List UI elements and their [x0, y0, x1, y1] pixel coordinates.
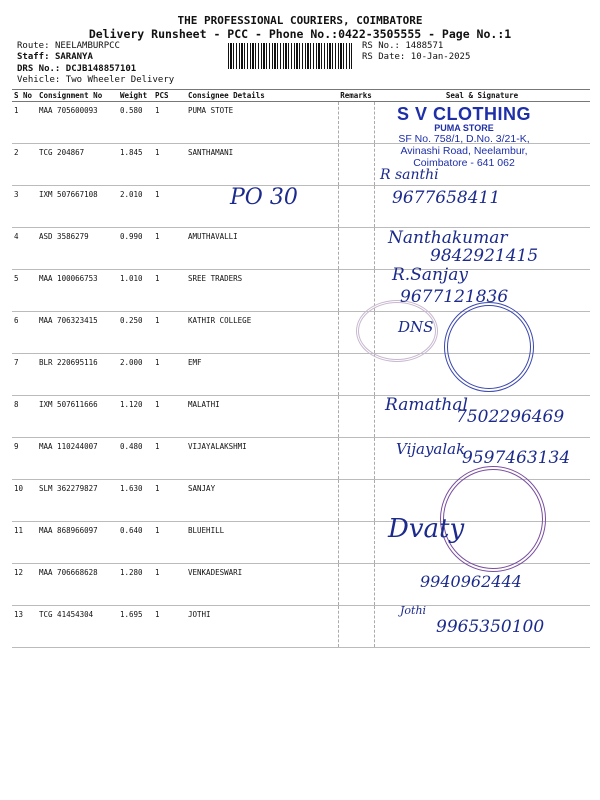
- row-sno: 10: [12, 480, 37, 522]
- row-sno: 9: [12, 438, 37, 480]
- row-sno: 6: [12, 312, 37, 354]
- rs-no-label: RS No.:: [362, 41, 400, 51]
- sign-row2: R santhi: [380, 167, 439, 183]
- row-consignment-no: ASD 3586279: [37, 228, 118, 270]
- sign-row5: R.Sanjay: [392, 265, 468, 285]
- row-pcs: 1: [153, 354, 186, 396]
- col-pcs: PCS: [153, 90, 186, 102]
- row-remarks: [338, 438, 374, 480]
- row-remarks: [338, 354, 374, 396]
- row-remarks: [338, 480, 374, 522]
- row-sno: 3: [12, 186, 37, 228]
- row-weight: 0.480: [118, 438, 153, 480]
- drs-line: [17, 64, 136, 75]
- rs-no-line: [362, 41, 443, 52]
- row-consignment-no: TCG 204867: [37, 144, 118, 186]
- row-remarks: [338, 606, 374, 648]
- row-sno: 13: [12, 606, 37, 648]
- row-remarks: [338, 228, 374, 270]
- row-consignee: EMF: [186, 354, 338, 396]
- rs-date-label: RS Date:: [362, 52, 406, 62]
- route-label: Route:: [17, 41, 50, 51]
- rs-date-value: 10-Jan-2025: [410, 52, 471, 62]
- row-consignee: MALATHI: [186, 396, 338, 438]
- row-pcs: 1: [153, 186, 186, 228]
- staff-value: SARANYA: [54, 52, 93, 62]
- row-consignment-no: SLM 362279827: [37, 480, 118, 522]
- rs-no-value: 1488571: [405, 41, 444, 51]
- row-consignment-no: BLR 220695116: [37, 354, 118, 396]
- company-title: THE PROFESSIONAL COURIERS, COIMBATORE: [177, 14, 423, 27]
- row-consignee: SANJAY: [186, 480, 338, 522]
- col-consignment: Consignment No: [37, 90, 118, 102]
- row-pcs: 1: [153, 606, 186, 648]
- row-weight: 2.010: [118, 186, 153, 228]
- row-consignment-no: TCG 41454304: [37, 606, 118, 648]
- row-weight: 0.640: [118, 522, 153, 564]
- route-line: [17, 41, 120, 52]
- row-remarks: [338, 396, 374, 438]
- phone-row3: 9677658411: [392, 188, 501, 208]
- row-sno: 7: [12, 354, 37, 396]
- stamp-addr2: Avinashi Road, Neelambur,: [400, 145, 528, 157]
- phone-row8: 7502296469: [456, 407, 565, 427]
- row-consignment-no: IXM 507667108: [37, 186, 118, 228]
- row-weight: 1.280: [118, 564, 153, 606]
- row-pcs: 1: [153, 270, 186, 312]
- vehicle-label: Vehicle:: [17, 75, 61, 85]
- row-weight: 0.580: [118, 102, 153, 144]
- staff-line: [17, 52, 93, 63]
- row-consignee: SANTHAMANI: [186, 144, 338, 186]
- barcode: [228, 43, 352, 69]
- row-sno: 4: [12, 228, 37, 270]
- drs-value: DCJB148857101: [65, 64, 137, 74]
- row-consignee: JOTHI: [186, 606, 338, 648]
- table-header: [12, 90, 590, 102]
- row-remarks: [338, 522, 374, 564]
- row-consignment-no: MAA 705600093: [37, 102, 118, 144]
- sign-row8: Ramathal: [385, 395, 468, 415]
- runsheet-title: Delivery Runsheet - PCC - Phone No.:0422-3505555 - Page No.:1: [88, 27, 512, 41]
- row-consignee: SREE TRADERS: [186, 270, 338, 312]
- college-round-stamp: [444, 302, 534, 392]
- drs-label: DRS No.:: [17, 64, 61, 74]
- stamp-name: S V CLOTHING: [396, 104, 531, 124]
- row-weight: 0.990: [118, 228, 153, 270]
- phone-row12: 9940962444: [420, 572, 522, 591]
- row-pcs: 1: [153, 564, 186, 606]
- sign-row13: Jothi: [400, 604, 427, 617]
- col-consignee: Consignee Details: [186, 90, 338, 102]
- row-remarks: [338, 102, 374, 144]
- phone-row9: 9597463134: [462, 448, 571, 468]
- sign-row11: Dvaty: [388, 514, 465, 544]
- row-weight: 1.845: [118, 144, 153, 186]
- staff-label: Staff:: [17, 52, 50, 62]
- row-consignment-no: IXM 507611666: [37, 396, 118, 438]
- row-pcs: 1: [153, 522, 186, 564]
- row-sno: 1: [12, 102, 37, 144]
- sign-row4: Nanthakumar: [388, 228, 508, 248]
- stamp-addr1: SF No. 758/1, D.No. 3/21-K,: [398, 133, 530, 145]
- phone-row4: 9842921415: [430, 246, 539, 266]
- row-pcs: 1: [153, 102, 186, 144]
- row-consignee: PUMA STOTE: [186, 102, 338, 144]
- row-pcs: 1: [153, 396, 186, 438]
- col-sno: S No: [12, 90, 37, 102]
- route-value: NEELAMBURPCC: [54, 41, 120, 51]
- row-remarks: [338, 564, 374, 606]
- row-sno: 12: [12, 564, 37, 606]
- stamp-sub: PUMA STORE: [434, 123, 494, 133]
- sign-row9: Vijayalak: [396, 440, 466, 458]
- row-pcs: 1: [153, 438, 186, 480]
- row-remarks: [338, 270, 374, 312]
- rs-date-line: [362, 52, 470, 63]
- row-consignment-no: MAA 868966097: [37, 522, 118, 564]
- vehicle-value: Two Wheeler Delivery: [65, 75, 175, 85]
- row-consignment-no: MAA 706668628: [37, 564, 118, 606]
- row-consignment-no: MAA 110244007: [37, 438, 118, 480]
- row-weight: 1.010: [118, 270, 153, 312]
- row-pcs: 1: [153, 228, 186, 270]
- row-sno: 11: [12, 522, 37, 564]
- col-weight: Weight: [118, 90, 153, 102]
- row-weight: 2.000: [118, 354, 153, 396]
- row-consignee: BLUEHILL: [186, 522, 338, 564]
- stamp-addr3: Coimbatore - 641 062: [413, 157, 515, 169]
- row-remarks: [338, 186, 374, 228]
- row-pcs: 1: [153, 144, 186, 186]
- col-remarks: Remarks: [338, 90, 374, 102]
- phone-row5: 9677121836: [400, 287, 509, 307]
- table-row: [12, 186, 590, 228]
- sv-clothing-stamp: [374, 104, 554, 169]
- row-consignee: VENKADESWARI: [186, 564, 338, 606]
- phone-row13: 9965350100: [436, 617, 545, 637]
- col-signature: Seal & Signature: [374, 90, 590, 102]
- row-sno: 5: [12, 270, 37, 312]
- row-weight: 1.630: [118, 480, 153, 522]
- row-pcs: 1: [153, 480, 186, 522]
- row-consignee: KATHIR COLLEGE: [186, 312, 338, 354]
- row-consignee: VIJAYALAKSHMI: [186, 438, 338, 480]
- row-consignee: AMUTHAVALLI: [186, 228, 338, 270]
- sign-row6: DNS: [398, 318, 434, 336]
- row-remarks: [338, 144, 374, 186]
- vehicle-line: [17, 75, 174, 86]
- note-row3: PO 30: [230, 185, 298, 210]
- row-weight: 1.695: [118, 606, 153, 648]
- row-sno: 2: [12, 144, 37, 186]
- row-weight: 0.250: [118, 312, 153, 354]
- row-consignment-no: MAA 100066753: [37, 270, 118, 312]
- row-pcs: 1: [153, 312, 186, 354]
- row-weight: 1.120: [118, 396, 153, 438]
- row-sno: 8: [12, 396, 37, 438]
- row-consignment-no: MAA 706323415: [37, 312, 118, 354]
